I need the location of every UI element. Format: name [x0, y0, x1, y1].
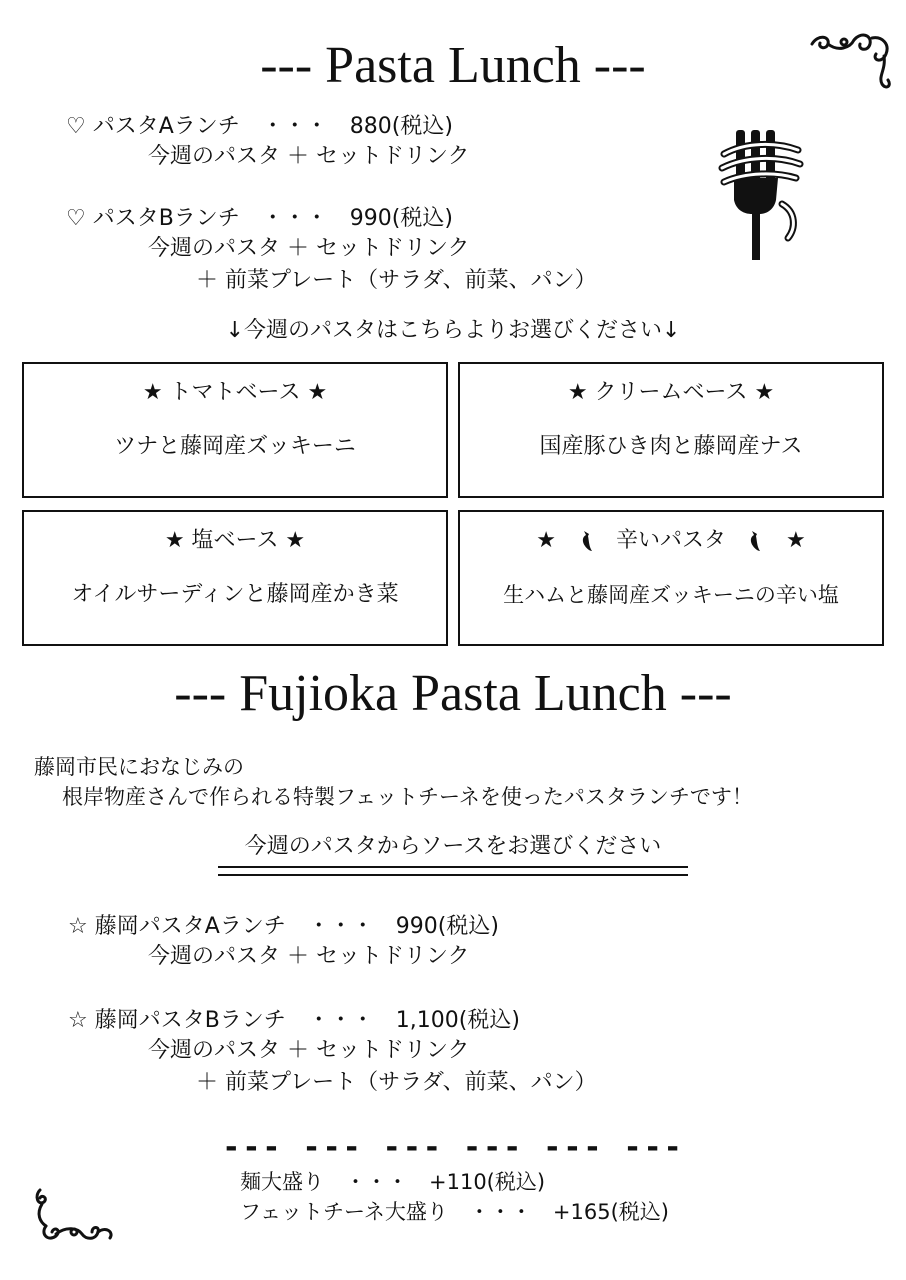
pasta-option-tomato — [22, 362, 448, 498]
pasta-option-cream-head: ★ クリームベース ★ — [567, 380, 775, 405]
page-title-fujioka-pasta-lunch: --- Fujioka Pasta Lunch --- — [174, 665, 732, 722]
menu-item-fujioka-b-desc1: 今週のパスタ ＋ セットドリンク — [148, 1038, 470, 1063]
sauce-note-underline — [218, 866, 688, 876]
pasta-option-tomato-head: ★ トマトベース ★ — [142, 380, 328, 405]
choose-pasta-note: ↓今週のパスタはこちらよりお選びください↓ — [225, 318, 681, 343]
pasta-option-salt-body: オイルサーディンと藤岡産かき菜 — [71, 582, 399, 607]
star-left: ★ — [536, 528, 556, 553]
sauce-note: 今週のパスタからソースをお選びください — [244, 834, 662, 859]
menu-item-fujioka-a: ☆ 藤岡パスタAランチ ・・・ 990(税込) — [68, 914, 499, 939]
chili-pepper-icon — [579, 530, 595, 552]
spicy-pasta-label: 辛いパスタ — [615, 528, 726, 553]
menu-item-pasta-a-desc: 今週のパスタ ＋ セットドリンク — [148, 144, 470, 169]
pasta-option-tomato-body: ツナと藤岡産ズッキーニ — [114, 434, 356, 459]
menu-item-pasta-b-desc1: 今週のパスタ ＋ セットドリンク — [148, 236, 470, 261]
chili-pepper-icon-right — [747, 530, 763, 552]
intro-line-2: 根岸物産さんで作られる特製フェットチーネを使ったパスタランチです！ — [62, 785, 753, 809]
intro-line-1: 藤岡市民におなじみの — [34, 755, 244, 779]
menu-item-pasta-b-desc2: ＋ 前菜プレート（サラダ、前菜、パン） — [196, 268, 597, 293]
pasta-option-spicy — [458, 510, 884, 646]
star-right: ★ — [786, 528, 806, 553]
pasta-option-cream-body: 国産豚ひき肉と藤岡産ナス — [539, 434, 803, 459]
pasta-option-spicy-head — [460, 526, 882, 556]
menu-item-fujioka-a-desc: 今週のパスタ ＋ セットドリンク — [148, 944, 470, 969]
section-divider: --- --- --- --- --- --- — [222, 1130, 684, 1165]
menu-item-fujioka-b-desc2: ＋ 前菜プレート（サラダ、前菜、パン） — [196, 1070, 597, 1095]
pasta-option-salt-head: ★ 塩ベース ★ — [164, 528, 306, 553]
pasta-option-salt — [22, 510, 448, 646]
extra-fettuccine-large: フェットチーネ大盛り ・・・ +165(税込) — [240, 1200, 669, 1224]
scroll-ornament-icon-bottom-left — [30, 1182, 116, 1244]
menu-item-pasta-b: ♡ パスタBランチ ・・・ 990(税込) — [66, 206, 453, 231]
fork-with-pasta-icon — [716, 128, 806, 260]
pasta-option-spicy-body: 生ハムと藤岡産ズッキーニの辛い塩 — [503, 583, 839, 607]
page-title-pasta-lunch: --- Pasta Lunch --- — [260, 37, 646, 94]
pasta-option-cream — [458, 362, 884, 498]
menu-item-fujioka-b: ☆ 藤岡パスタBランチ ・・・ 1,100(税込) — [68, 1008, 520, 1033]
menu-item-pasta-a: ♡ パスタAランチ ・・・ 880(税込) — [66, 114, 453, 139]
extra-noodle-large: 麺大盛り ・・・ +110(税込) — [240, 1170, 546, 1194]
